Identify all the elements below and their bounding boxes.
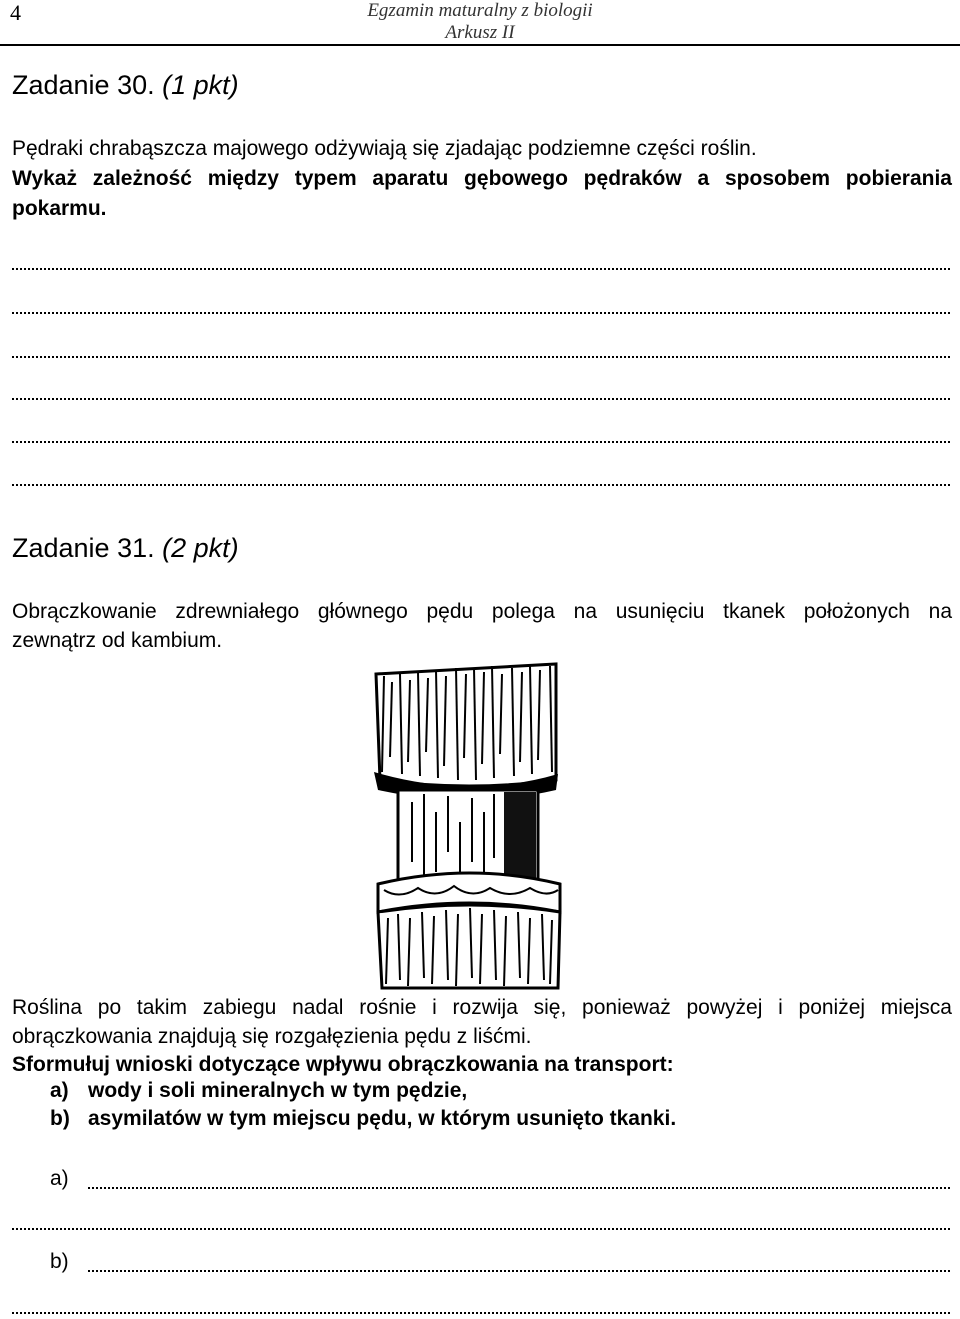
task-30-title: Zadanie 30. <box>12 70 155 100</box>
task-31-points: (2 pkt) <box>162 533 239 563</box>
header-divider <box>0 44 960 46</box>
task-31-paragraph-line-1-text: Roślina po takim zabiegu nadal rośnie i rozwija się, ponieważ powyżej i poniżej miejsca <box>12 996 952 1019</box>
task-30-instruction-line-1: Wykaż zależność między typem aparatu gębowego pędraków a sposobem pobierania <box>12 167 952 190</box>
answer-line-30-1[interactable] <box>12 268 950 272</box>
answer-line-30-6[interactable] <box>12 484 950 488</box>
task-31-intro-line-1 <box>12 596 952 627</box>
answer-line-31-b-2[interactable] <box>12 1312 950 1316</box>
task-31-intro-line-1-text: Obrączkowanie zdrewniałego głównego pędu polega na usunięciu tkanek położonych na <box>12 600 952 623</box>
task-31-item-a-label: a) <box>50 1079 69 1102</box>
task-30-text-line-1: Pędraki chrabąszcza majowego odżywiają się zjadając podziemne części roślin. <box>12 137 757 160</box>
header-title: Egzamin maturalny z biologii <box>367 0 593 21</box>
answer-line-30-5[interactable] <box>12 441 950 445</box>
answer-b-label: b) <box>50 1250 69 1273</box>
page-number: 4 <box>10 0 21 25</box>
task-31-paragraph-line-1 <box>12 992 952 1023</box>
answer-line-30-4[interactable] <box>12 398 950 402</box>
task-31-item-b-label: b) <box>50 1107 70 1130</box>
task-31-title: Zadanie 31. <box>12 533 155 563</box>
task-30-instruction <box>12 163 952 194</box>
task-31-item-b-text: asymilatów w tym miejscu pędu, w którym usunięto tkanki. <box>88 1107 677 1130</box>
answer-line-31-a-2[interactable] <box>12 1228 950 1232</box>
task-30-instruction-line-2: pokarmu. <box>12 197 107 220</box>
task-31-item-a-text: wody i soli mineralnych w tym pędzie, <box>88 1079 468 1102</box>
answer-a-label: a) <box>50 1167 69 1190</box>
task-31-heading <box>12 533 239 564</box>
task-31-instruction: Sformułuj wnioski dotyczące wpływu obrączkowania na transport: <box>12 1053 674 1076</box>
header-subtitle: Arkusz II <box>445 22 515 43</box>
ringed-stem-illustration <box>370 662 570 992</box>
answer-line-30-2[interactable] <box>12 312 950 316</box>
task-30-points: (1 pkt) <box>162 70 239 100</box>
answer-line-31-b-1[interactable] <box>88 1270 950 1274</box>
task-31-intro-line-2: zewnątrz od kambium. <box>12 629 223 652</box>
answer-line-30-3[interactable] <box>12 356 950 360</box>
task-30-heading <box>12 70 239 101</box>
task-31-paragraph-line-2: obrączkowania znajdują się rozgałęzienia pędu z liśćmi. <box>12 1025 532 1048</box>
ringed-stem-icon <box>370 662 570 992</box>
answer-line-31-a-1[interactable] <box>88 1187 950 1191</box>
